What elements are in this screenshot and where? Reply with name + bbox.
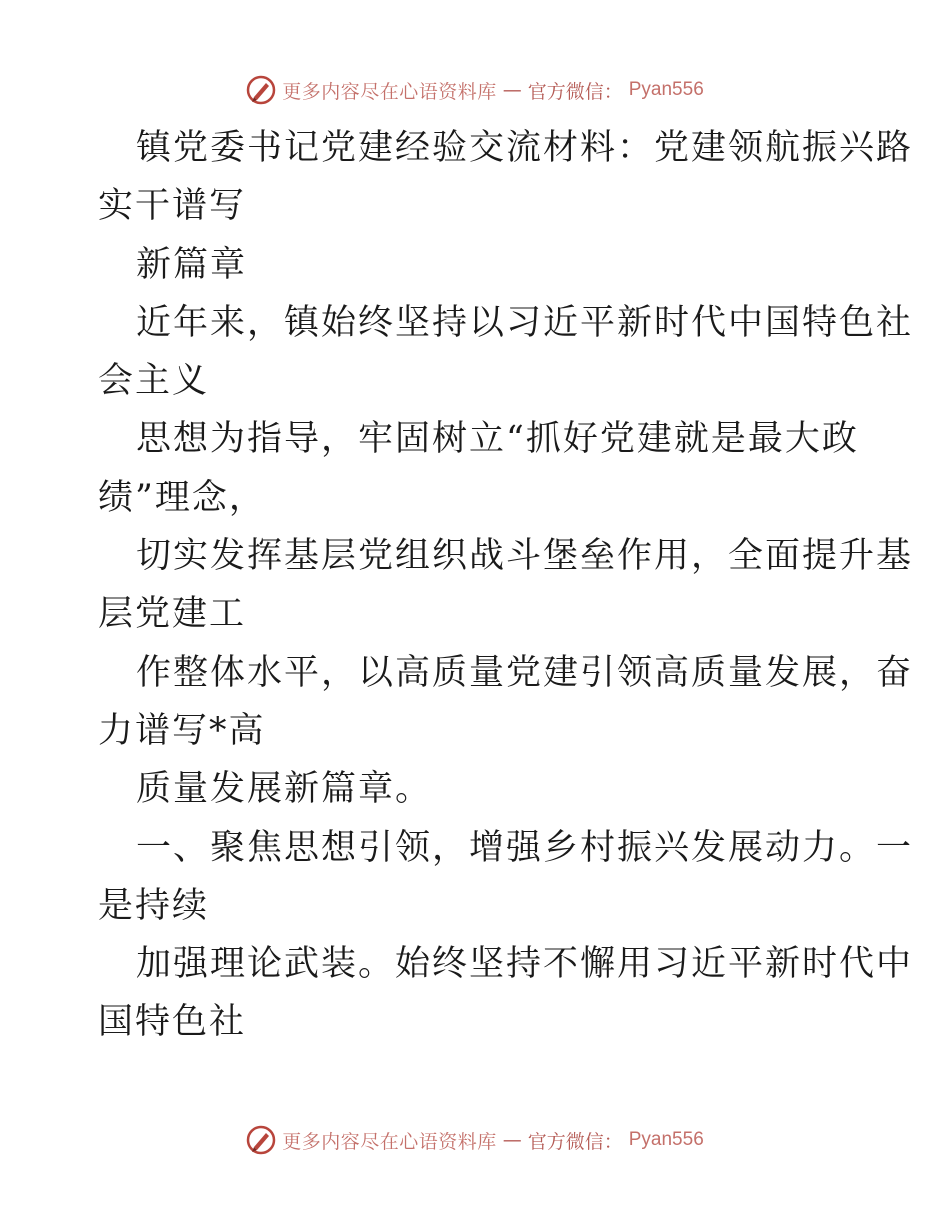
watermark-label: 官方微信：	[527, 1130, 623, 1153]
paragraph-line: 绩”理念，	[98, 477, 266, 518]
paragraph-line: 层党建工	[98, 594, 247, 635]
header-watermark	[0, 72, 950, 108]
watermark-separator: —	[502, 79, 522, 101]
document-title-line-3: 新篇章	[136, 244, 248, 285]
document-title-line-1: 镇党委书记党建经验交流材料：党建领航振兴路	[136, 128, 914, 168]
pen-logo-icon	[246, 75, 276, 105]
watermark-label: 官方微信：	[527, 80, 623, 103]
document-body	[98, 119, 914, 1052]
footer-watermark	[0, 1122, 950, 1158]
paragraph-line: 力谱写*高	[98, 710, 266, 751]
paragraph-line: 是持续	[98, 885, 210, 926]
watermark-separator: —	[502, 1129, 522, 1151]
paragraph-line: 会主义	[98, 361, 210, 402]
watermark-wechat-id: Pyan556	[628, 79, 704, 100]
paragraph-line: 近年来，镇始终坚持以习近平新时代中国特色社	[136, 302, 914, 343]
paragraph-line: 作整体水平，以高质量党建引领高质量发展，奋	[136, 652, 914, 693]
watermark-prefix: 更多内容尽在心语资料库	[282, 80, 497, 103]
watermark-wechat-id: Pyan556	[628, 1129, 704, 1150]
paragraph-line: 思想为指导，牢固树立“抓好党建就是最大政	[136, 419, 859, 460]
paragraph-line: 切实发挥基层党组织战斗堡垒作用，全面提升基	[136, 536, 914, 577]
document-title-line-2: 实干谱写	[98, 186, 247, 227]
paragraph-line: 质量发展新篇章。	[136, 769, 433, 810]
pen-logo-icon	[246, 1125, 276, 1155]
paragraph-line: 国特色社	[98, 1002, 247, 1043]
section-heading-line: 一、聚焦思想引领，增强乡村振兴发展动力。一	[136, 827, 914, 868]
paragraph-line: 加强理论武装。始终坚持不懈用习近平新时代中	[136, 944, 914, 985]
watermark-prefix: 更多内容尽在心语资料库	[282, 1130, 497, 1153]
